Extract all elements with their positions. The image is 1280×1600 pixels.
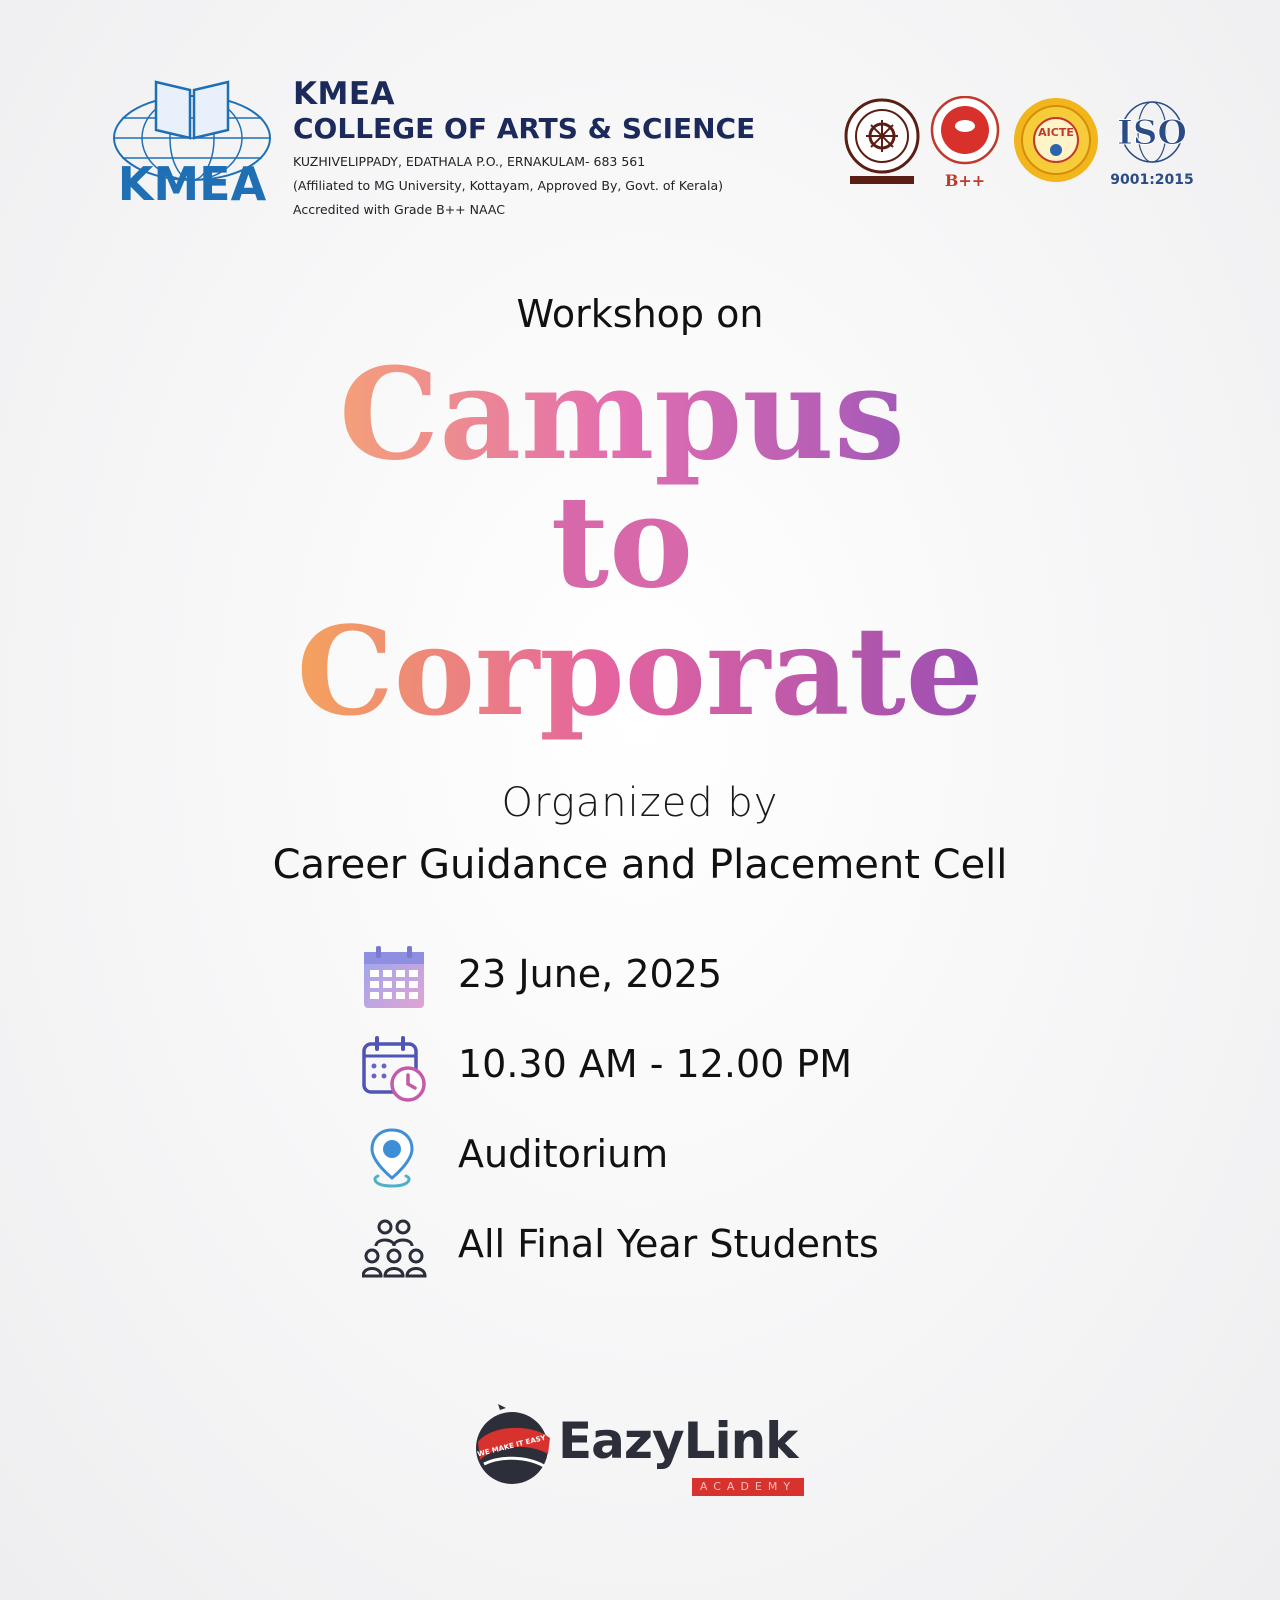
- iso-seal-icon: [1110, 96, 1194, 192]
- iso-number-text: 9001:2015: [1110, 172, 1194, 188]
- college-address: KUZHIVELIPPADY, EDATHALA P.O., ERNAKULAM- 683 561: [293, 154, 646, 169]
- organized-by-label: Organized by: [501, 780, 779, 826]
- college-short-name: KMEA: [293, 76, 396, 112]
- title-line-corporate: Corporate: [296, 599, 984, 743]
- event-venue: Auditorium: [458, 1132, 669, 1176]
- calendar-clock-icon: [362, 1036, 428, 1102]
- event-details: [362, 946, 1062, 1306]
- calendar-icon: [362, 946, 428, 1012]
- naac-seal-icon: [929, 96, 1001, 192]
- sponsor-name: EazyLink: [558, 1412, 798, 1470]
- college-header: [0, 0, 1280, 230]
- kmea-logo-text: KMEA: [117, 157, 267, 204]
- college-info: [293, 76, 833, 222]
- college-accreditation: Accredited with Grade B++ NAAC: [293, 202, 505, 217]
- detail-date: [362, 946, 1062, 1036]
- location-pin-icon: [362, 1126, 428, 1192]
- aicte-text: AICTE: [1038, 126, 1074, 139]
- college-name: COLLEGE OF ARTS & SCIENCE: [293, 112, 756, 145]
- title-line-campus: Campus: [339, 350, 905, 488]
- event-audience: All Final Year Students: [458, 1222, 879, 1266]
- detail-venue: [362, 1126, 1062, 1216]
- people-group-icon: [362, 1216, 428, 1282]
- sponsor-sub: ACADEMY: [692, 1478, 804, 1496]
- eazylink-badge-text: WE MAKE IT EASY: [476, 1433, 547, 1459]
- title-line-to: to: [550, 468, 694, 616]
- eazylink-globe-icon: [470, 1398, 554, 1494]
- aicte-seal-icon: [1012, 96, 1100, 184]
- organizer-name: Career Guidance and Placement Cell: [272, 842, 1008, 888]
- college-affiliation: (Affiliated to MG University, Kottayam, Approved By, Govt. of Kerala): [293, 178, 723, 193]
- sponsor-logo: [470, 1398, 810, 1498]
- event-title: [0, 350, 1280, 770]
- kmea-logo: [112, 76, 272, 204]
- event-time: 10.30 AM - 12.00 PM: [458, 1042, 853, 1086]
- workshop-intro: Workshop on: [516, 292, 764, 336]
- event-date: 23 June, 2025: [458, 952, 723, 996]
- detail-time: [362, 1036, 1062, 1126]
- mg-university-seal-icon: [844, 96, 920, 188]
- detail-audience: [362, 1216, 1062, 1306]
- iso-text: ISO: [1116, 113, 1188, 153]
- naac-grade-text: B++: [944, 171, 986, 190]
